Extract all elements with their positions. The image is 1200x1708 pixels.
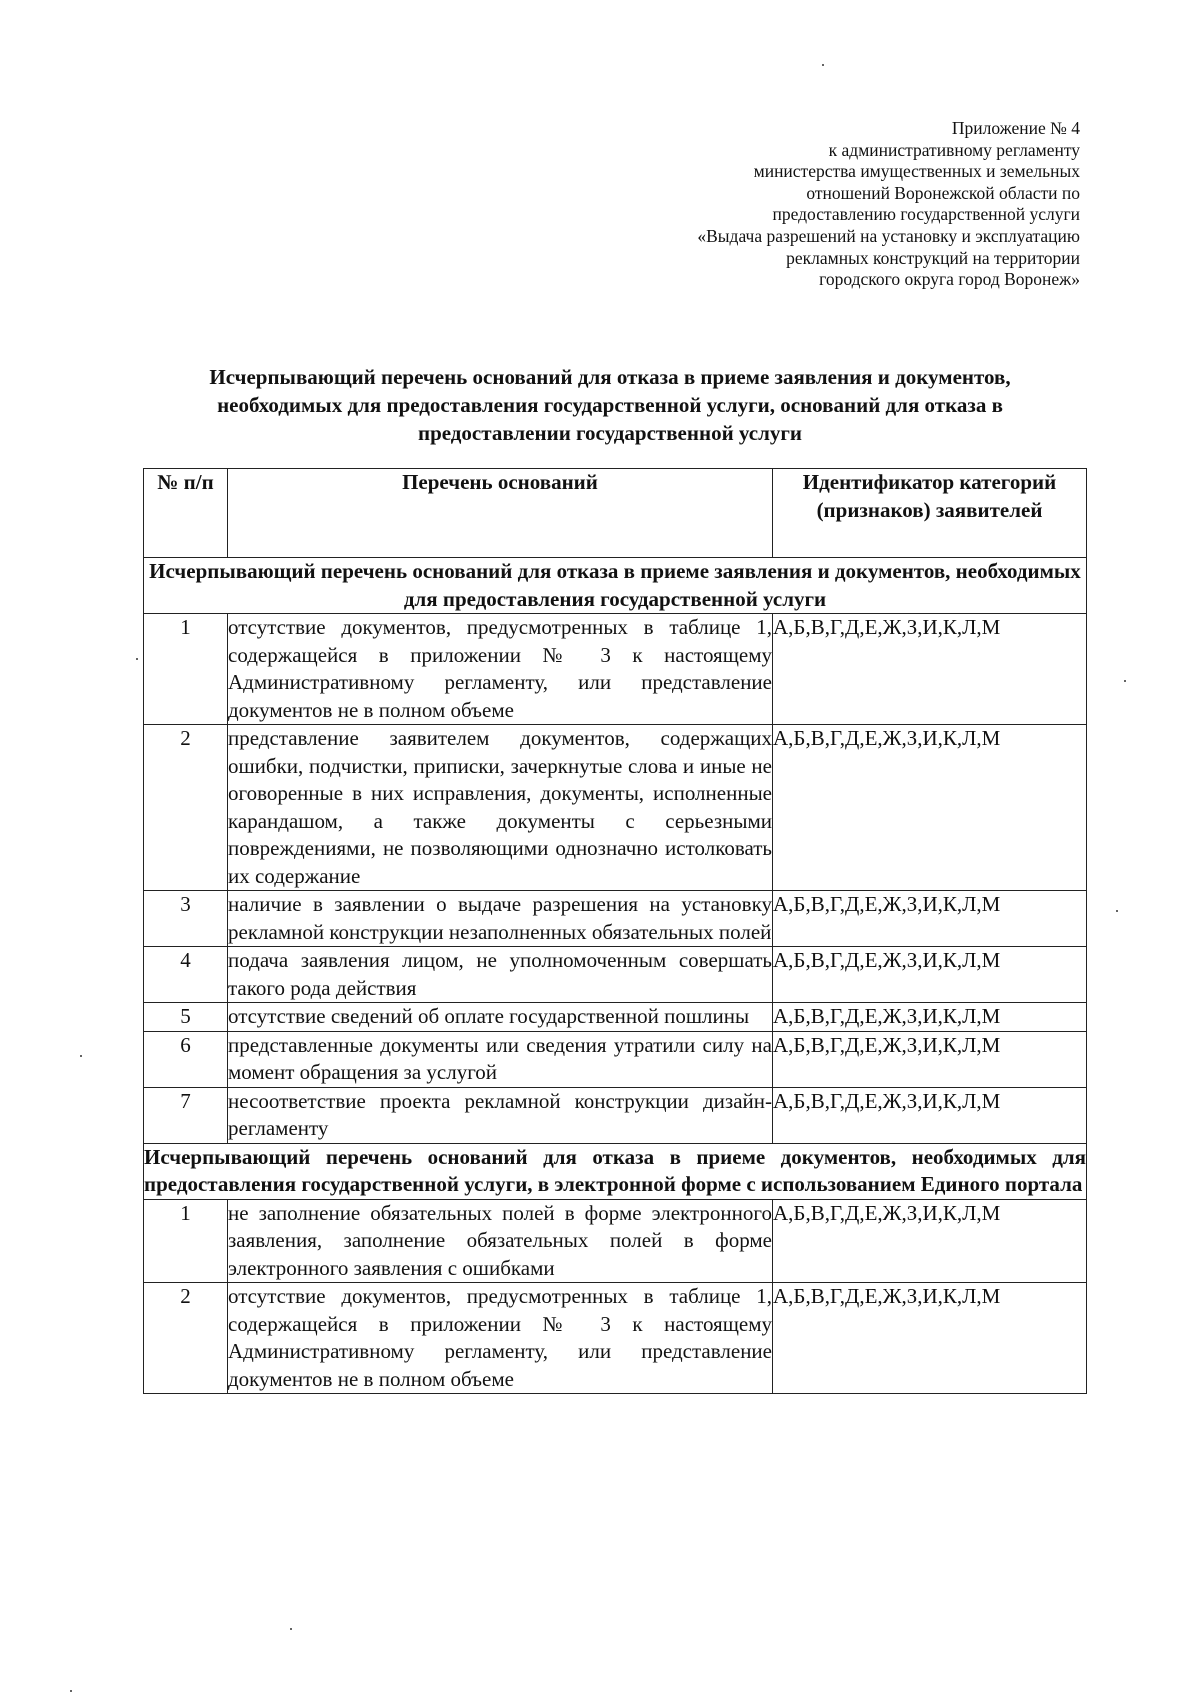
table-row [144,947,1087,1003]
row-reason: наличие в заявлении о выдаче разрешения на установку рекламной конструкции незаполненных обязательных полей [228,891,773,947]
row-identifier: А,Б,В,Г,Д,Е,Ж,З,И,К,Л,М [773,725,1087,891]
appendix-line: рекламных конструкций на территории [786,247,1080,268]
header-number: № п/п [144,469,228,558]
row-reason: отсутствие сведений об оплате государственной пошлины [228,1003,773,1032]
row-number: 7 [144,1087,228,1143]
section-row [144,558,1087,614]
row-number: 4 [144,947,228,1003]
scan-speck [1124,680,1126,682]
table-row [144,1087,1087,1143]
row-number: 3 [144,891,228,947]
scan-speck [80,1055,82,1057]
appendix-line: городского округа город Воронеж» [819,269,1080,290]
row-identifier: А,Б,В,Г,Д,Е,Ж,З,И,К,Л,М [773,891,1087,947]
row-number: 6 [144,1031,228,1087]
row-number: 1 [144,614,228,725]
table-row [144,725,1087,891]
scan-speck [290,1628,292,1630]
header-identifier: Идентификатор категорий (признаков) заявителей [773,469,1087,558]
row-number: 2 [144,725,228,891]
row-reason: представление заявителем документов, содержащих ошибки, подчистки, приписки, зачеркнутые слова и иные не оговоренные в них исправления, документы, исполненные карандашом, а также документы с серьезными повреждениями, не позволяющими однозначно истолковать их содержание [228,725,773,891]
row-identifier: А,Б,В,Г,Д,Е,Ж,З,И,К,Л,М [773,1199,1087,1283]
appendix-line: министерства имущественных и земельных [753,161,1080,182]
table-header-row [144,469,1087,558]
table-row [144,1283,1087,1394]
row-identifier: А,Б,В,Г,Д,Е,Ж,З,И,К,Л,М [773,947,1087,1003]
title-line: предоставлении государственной услуги [417,421,803,445]
header-reasons: Перечень оснований [228,469,773,558]
scan-speck [70,1690,72,1692]
row-identifier: А,Б,В,Г,Д,Е,Ж,З,И,К,Л,М [773,1087,1087,1143]
section-row [144,1143,1087,1199]
row-reason: несоответствие проекта рекламной конструкции дизайн-регламенту [228,1087,773,1143]
table-row [144,1199,1087,1283]
title-line: необходимых для предоставления государственной услуги, оснований для отказа в [217,393,1003,417]
row-reason: подача заявления лицом, не уполномоченным совершать такого рода действия [228,947,773,1003]
scan-speck [1116,910,1118,912]
row-reason: представленные документы или сведения утратили силу на момент обращения за услугой [228,1031,773,1087]
row-reason: отсутствие документов, предусмотренных в таблице 1, содержащейся в приложении № 3 к настоящему Административному регламенту, или представление документов не в полном объеме [228,1283,773,1394]
section-1-title: Исчерпывающий перечень оснований для отказа в приеме заявления и документов, необходимых для предоставления государственной услуги [144,558,1087,614]
row-identifier: А,Б,В,Г,Д,Е,Ж,З,И,К,Л,М [773,1283,1087,1394]
title-line: Исчерпывающий перечень оснований для отказа в приеме заявления и документов, [209,365,1011,389]
row-reason: отсутствие документов, предусмотренных в таблице 1, содержащейся в приложении № 3 к настоящему Административному регламенту, или представление документов не в полном объеме [228,614,773,725]
appendix-line: отношений Воронежской области по [806,182,1080,203]
row-identifier: А,Б,В,Г,Д,Е,Ж,З,И,К,Л,М [773,1031,1087,1087]
row-identifier: А,Б,В,Г,Д,Е,Ж,З,И,К,Л,М [773,614,1087,725]
section-2-title: Исчерпывающий перечень оснований для отказа в приеме документов, необходимых для предоставления государственной услуги, в электронной форме с использованием Единого портала [144,1143,1087,1199]
row-number: 1 [144,1199,228,1283]
table-row [144,891,1087,947]
document-title [140,363,1080,447]
row-identifier: А,Б,В,Г,Д,Е,Ж,З,И,К,Л,М [773,1003,1087,1032]
appendix-line: Приложение № 4 [951,118,1080,138]
row-reason: не заполнение обязательных полей в форме электронного заявления, заполнение обязательных полей в форме электронного заявления с ошибками [228,1199,773,1283]
scan-speck [136,658,138,660]
appendix-line: предоставлению государственной услуги [772,204,1080,225]
row-number: 2 [144,1283,228,1394]
scan-speck [822,64,824,66]
row-number: 5 [144,1003,228,1032]
table-row [144,1031,1087,1087]
table-row [144,614,1087,725]
appendix-line: «Выдача разрешений на установку и эксплуатацию [697,225,1080,246]
table-row [144,1003,1087,1032]
appendix-block [610,118,1080,291]
appendix-line: к административному регламенту [828,139,1080,160]
grounds-table [143,468,1087,1394]
